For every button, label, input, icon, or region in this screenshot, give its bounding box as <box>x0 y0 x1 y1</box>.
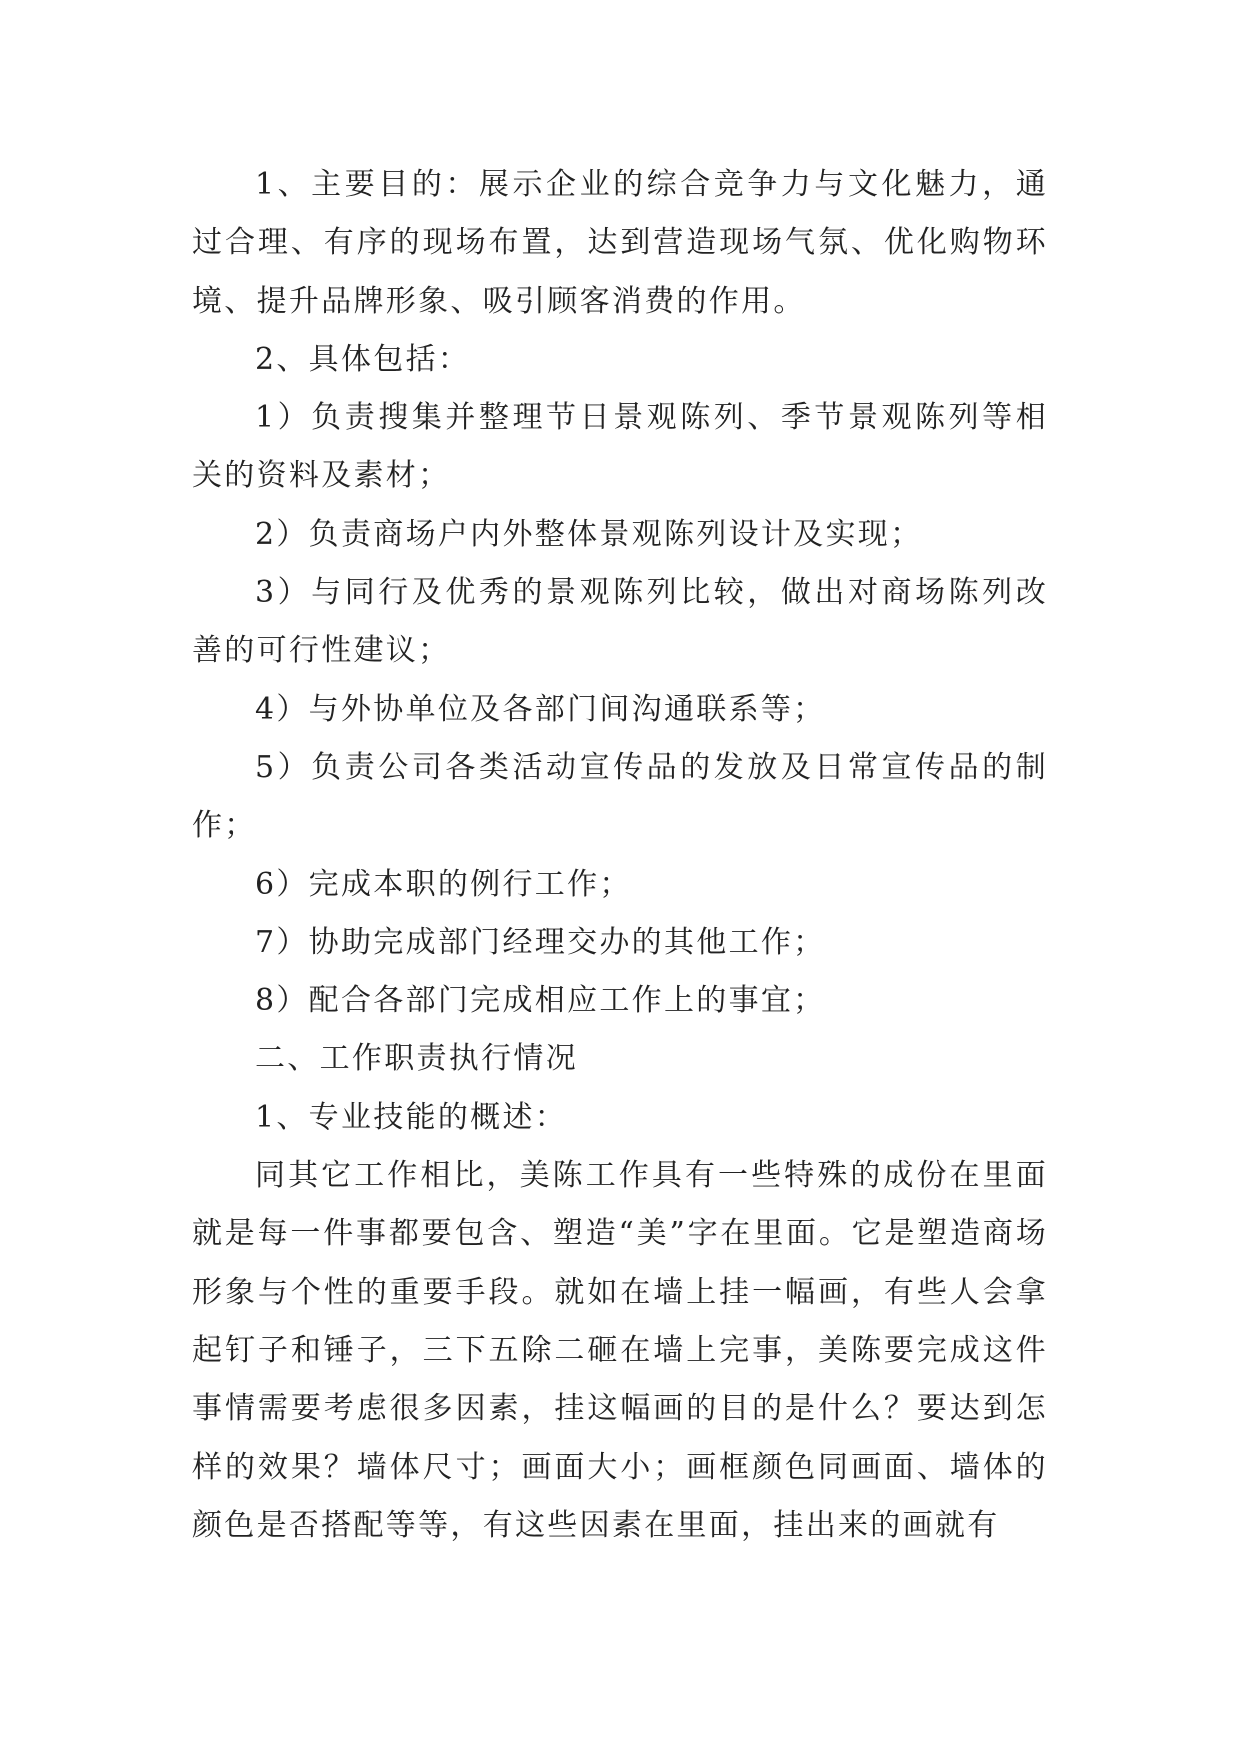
list-item-1: 1）负责搜集并整理节日景观陈列、季节景观陈列等相关的资料及素材； <box>192 400 1048 494</box>
document-body <box>192 156 1048 1555</box>
paragraph-scope-heading: 2、具体包括： <box>255 341 471 377</box>
paragraph-skills: 同其它工作相比，美陈工作具有一些特殊的成份在里面就是每一件事都要包含、塑造“美”字在里面。它是塑造商场形象与个性的重要手段。就如在墙上挂一幅画，有些人会拿起钉子和锤子，三下五除二砸在墙上完事，美陈要完成这件事情需要考虑很多因素，挂这幅画的目的是什么？要达到怎样的效果？墙体尺寸；画面大小；画框颜色同画面、墙体的颜色是否搭配等等，有这些因素在里面，挂出来的画就有 <box>192 1158 1048 1543</box>
list-item-7: 7）协助完成部门经理交办的其他工作； <box>255 924 826 960</box>
list-item-4: 4）与外协单位及各部门间沟通联系等； <box>255 691 826 727</box>
section-heading: 二、工作职责执行情况 <box>255 1041 578 1077</box>
list-item-5: 5）负责公司各类活动宣传品的发放及日常宣传品的制作； <box>192 749 1048 844</box>
paragraph-purpose: 1、主要目的：展示企业的综合竞争力与文化魅力，通过合理、有序的现场布置，达到营造现场气氛、优化购物环境、提升品牌形象、吸引顾客消费的作用。 <box>192 167 1048 319</box>
list-item-8: 8）配合各部门完成相应工作上的事宜； <box>255 983 826 1019</box>
subsection-heading: 1、专业技能的概述： <box>255 1099 568 1135</box>
list-item-6: 6）完成本职的例行工作； <box>255 866 632 902</box>
list-item-3: 3）与同行及优秀的景观陈列比较，做出对商场陈列改善的可行性建议； <box>192 575 1048 669</box>
list-item-2: 2）负责商场户内外整体景观陈列设计及实现； <box>255 516 923 552</box>
